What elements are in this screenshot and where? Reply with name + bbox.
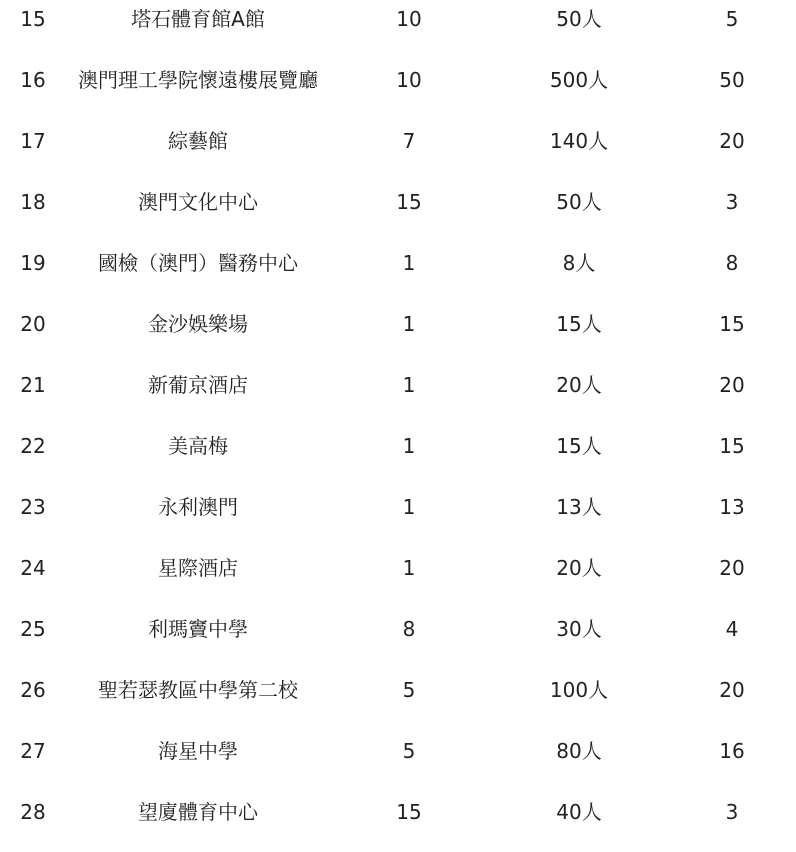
table-row [0, 233, 796, 294]
capacity-value: 50人 [556, 7, 602, 31]
row-number: 16 [20, 68, 46, 92]
table-row [0, 660, 796, 721]
capacity-value: 13人 [556, 495, 602, 519]
row-number: 18 [20, 190, 46, 214]
table-row [0, 477, 796, 538]
venue-name: 利瑪竇中學 [148, 617, 248, 641]
row-number: 26 [20, 678, 46, 702]
count-value: 1 [402, 495, 416, 519]
venue-name: 國檢（澳門）醫務中心 [98, 251, 298, 275]
count-value: 5 [402, 678, 416, 702]
venue-name: 新葡京酒店 [148, 373, 248, 397]
table-row [0, 782, 796, 843]
row-number: 27 [20, 739, 46, 763]
per-value: 4 [725, 617, 739, 641]
per-value: 13 [719, 495, 745, 519]
count-value: 10 [396, 7, 422, 31]
table-row [0, 0, 796, 50]
table-row [0, 172, 796, 233]
capacity-value: 20人 [556, 556, 602, 580]
per-value: 20 [719, 129, 745, 153]
venue-name: 美高梅 [168, 434, 228, 458]
count-value: 1 [402, 251, 416, 275]
capacity-value: 30人 [556, 617, 602, 641]
capacity-value: 15人 [556, 312, 602, 336]
capacity-value: 8人 [562, 251, 596, 275]
count-value: 7 [402, 129, 416, 153]
count-value: 15 [396, 800, 422, 824]
table-row [0, 538, 796, 599]
venue-name: 望廈體育中心 [138, 800, 258, 824]
capacity-value: 500人 [549, 68, 609, 92]
venue-name: 綜藝館 [168, 129, 228, 153]
venue-name: 海星中學 [158, 739, 238, 763]
row-number: 21 [20, 373, 46, 397]
per-value: 50 [719, 68, 745, 92]
row-number: 25 [20, 617, 46, 641]
count-value: 1 [402, 434, 416, 458]
per-value: 15 [719, 312, 745, 336]
row-number: 17 [20, 129, 46, 153]
venue-name: 塔石體育館A館 [131, 7, 265, 31]
venue-name: 星際酒店 [158, 556, 238, 580]
table-row [0, 111, 796, 172]
per-value: 15 [719, 434, 745, 458]
count-value: 15 [396, 190, 422, 214]
per-value: 16 [719, 739, 745, 763]
table-row [0, 50, 796, 111]
count-value: 1 [402, 312, 416, 336]
capacity-value: 100人 [549, 678, 609, 702]
capacity-value: 40人 [556, 800, 602, 824]
capacity-value: 50人 [556, 190, 602, 214]
table-row [0, 721, 796, 782]
table-row [0, 294, 796, 355]
count-value: 10 [396, 68, 422, 92]
capacity-value: 140人 [549, 129, 609, 153]
per-value: 20 [719, 373, 745, 397]
table-row [0, 355, 796, 416]
venue-name: 金沙娛樂場 [148, 312, 248, 336]
per-value: 20 [719, 678, 745, 702]
per-value: 20 [719, 556, 745, 580]
count-value: 1 [402, 556, 416, 580]
count-value: 5 [402, 739, 416, 763]
row-number: 20 [20, 312, 46, 336]
per-value: 8 [725, 251, 739, 275]
row-number: 23 [20, 495, 46, 519]
count-value: 1 [402, 373, 416, 397]
venue-name: 澳門文化中心 [138, 190, 258, 214]
row-number: 28 [20, 800, 46, 824]
row-number: 19 [20, 251, 46, 275]
table-row [0, 416, 796, 477]
per-value: 3 [725, 800, 739, 824]
per-value: 3 [725, 190, 739, 214]
row-number: 24 [20, 556, 46, 580]
venue-name: 永利澳門 [158, 495, 238, 519]
table-row [0, 599, 796, 660]
count-value: 8 [402, 617, 416, 641]
capacity-value: 20人 [556, 373, 602, 397]
venue-name: 澳門理工學院懷遠樓展覽廳 [78, 68, 318, 92]
row-number: 22 [20, 434, 46, 458]
capacity-value: 15人 [556, 434, 602, 458]
row-number: 15 [20, 7, 46, 31]
venue-name: 聖若瑟教區中學第二校 [98, 678, 298, 702]
per-value: 5 [725, 7, 739, 31]
capacity-value: 80人 [556, 739, 602, 763]
